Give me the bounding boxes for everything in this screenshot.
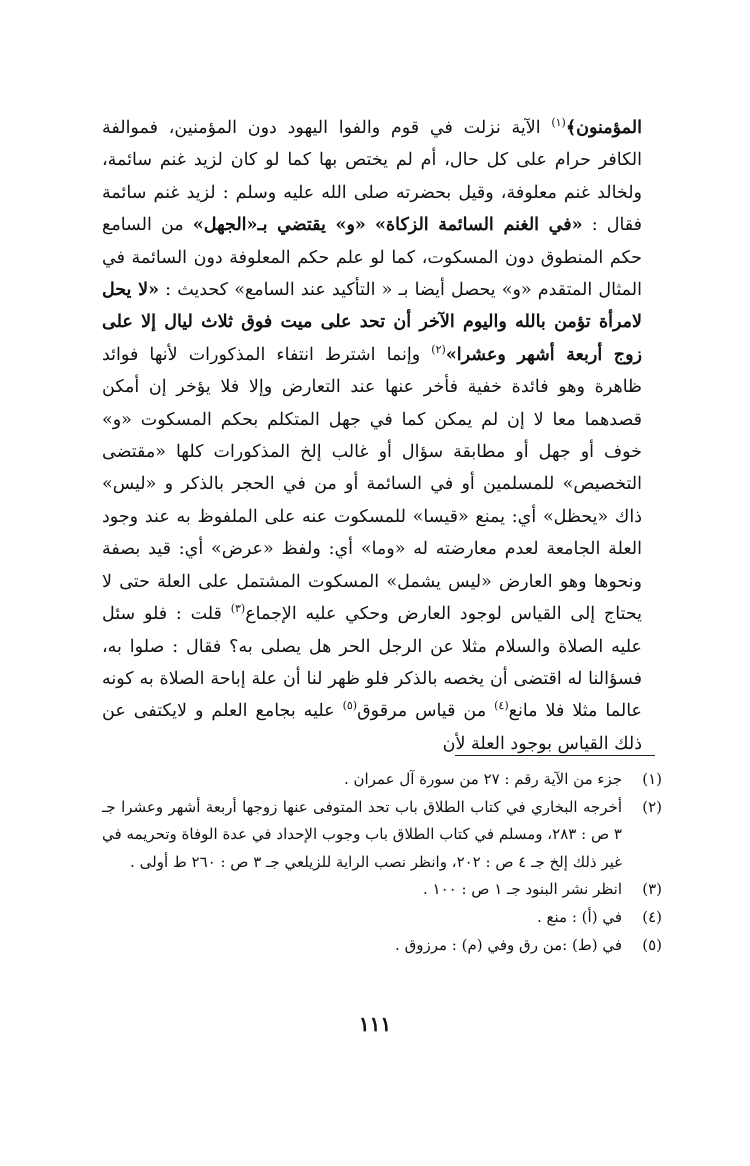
text-segment: قلت : فلو سئل عليه الصلاة والسلام مثلا عن الرجل الحر هل يصلى به؟ فقال : صلوا به، فسؤالنا له اقتضى أن يخصه بالذكر فلو ظهر لنا أن علة إباحة الصلاة به كونه عالما مثلا فلا مانع — [102, 604, 642, 722]
text-segment: عليه بجامع العلم و لايكتفى عن ذلك القياس بوجود العلة لأن — [102, 701, 642, 754]
footnote-reference: (٣) — [230, 602, 246, 616]
footnote — [102, 766, 662, 794]
footnote — [102, 876, 662, 904]
body-paragraph — [102, 112, 642, 760]
emphasized-text: المؤمنون﴾ — [565, 118, 642, 138]
text-segment: وإنما اشترط انتفاء المذكورات لأنها فوائد ظاهرة وهو فائدة خفية فأخر عنها عند التعارض وإلا فلا يؤخر إن أمكن قصدهما معا لا إن لم يمكن كما في جهل المتكلم بحكم المسكوت «و» خوف أو جهل أو مطابقة سؤال أو غالب إلخ المذكورات كلها «مقتضى التخصيص» للمسلمين أو في السائمة أو من في الحجر بالذكر و «ليس» ذاك «يحظل» أي: يمنع «قيسا» للمسكوت عنه على الملفوظ به عند وجود العلة الجامعة لعدم معارضته له «وما» أي: ولفظ «عرض» أي: قيد بصفة ونحوها وهو العارض «ليس يشمل» المسكوت المشتمل على العلة حتى لا يحتاج إلى القياس لوجود العارض وحكي عليه الإجماع — [102, 344, 642, 625]
page-number: ١١١ — [358, 1012, 392, 1036]
footnote-separator — [455, 755, 655, 756]
emphasized-text: «و» يقتضي بـ«الجهل» — [192, 215, 366, 236]
emphasized-text: «لا يحل لامرأة تؤمن بالله واليوم الآخر أن تحد على ميت فوق ثلاث ليال إلا على زوج أربعة أشهر وعشرا» — [102, 280, 642, 365]
footnote-text: في (أ) : منع . — [537, 907, 622, 926]
footnote-number: (٤) — [642, 907, 662, 926]
footnote-number: (٣) — [642, 880, 662, 899]
footnote-text: انظر نشر البنود جـ ١ ص : ١٠٠ . — [423, 880, 622, 899]
text-segment — [366, 215, 375, 235]
footnotes — [102, 766, 662, 959]
footnote — [102, 932, 662, 960]
footnote-text: في (ط) :من رق وفي (م) : مرزوق . — [395, 935, 622, 954]
emphasized-text: «في الغنم السائمة الزكاة» — [375, 215, 583, 236]
footnote — [102, 904, 662, 932]
footnote-number: (٢) — [642, 797, 662, 816]
footnote — [102, 794, 662, 877]
footnote-reference: (٢) — [431, 343, 446, 357]
footnote-reference: (٥) — [342, 699, 358, 713]
footnote-text: أخرجه البخاري في كتاب الطلاق باب تحد المتوفى عنها زوجها أربعة أشهر وعشرا جـ ٣ ص : ٢٨٣، ومسلم في كتاب الطلاق باب وجوب الإحداد في عدة الوفاة وتحريمه في غير ذلك إلخ جـ ٤ ص : ٢٠٢، وانظر نصب الراية للزيلعي جـ ٣ ص : ٢٦٠ ط أولى . — [102, 797, 622, 871]
footnote-number: (١) — [642, 770, 662, 788]
text-segment: من قياس مرقوق — [357, 701, 495, 722]
text-segment: من السامع حكم المنطوق دون المسكوت، كما لو علم حكم المعلوفة دون السائمة في المثال المتقدم «و» يحصل أيضا بـ « التأكيد عند السامع» كحديث : — [102, 215, 642, 301]
body-text — [102, 112, 642, 760]
footnote-reference: (١) — [551, 116, 566, 130]
footnote-text: جزء من الآية رقم : ٢٧ من سورة آل عمران . — [343, 770, 622, 788]
footnote-reference: (٤) — [494, 699, 509, 713]
footnote-number: (٥) — [642, 935, 662, 954]
text-segment: الآية نزلت في قوم والفوا اليهود دون المؤمنين، فموالفة الكافر حرام على كل حال، أم لم يختص بها كما لو كان لزيد غنم سائمة، ولخالد غنم معلوفة، وقيل بحضرته صلى الله عليه وسلم : لزيد غنم سائمة فقال : — [102, 118, 642, 236]
